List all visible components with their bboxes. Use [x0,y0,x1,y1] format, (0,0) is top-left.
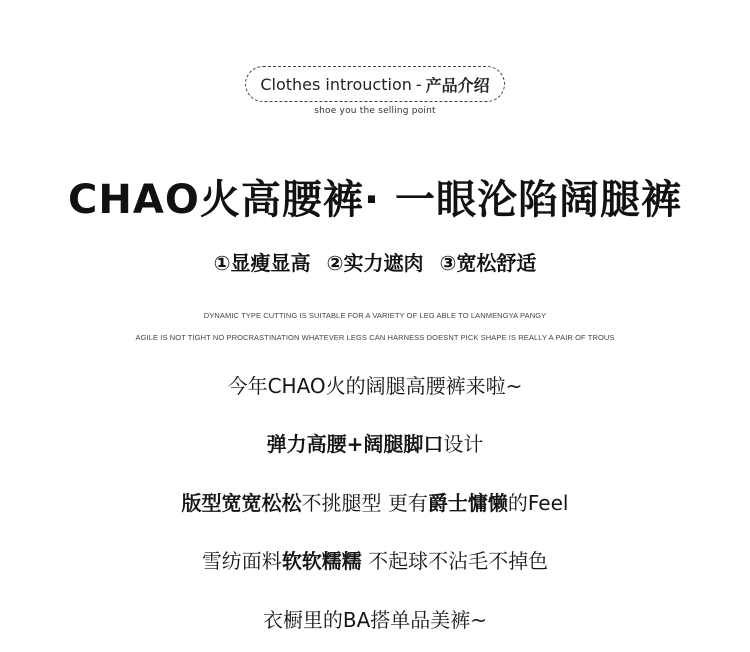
fineprint-line-2: AGILE IS NOT TIGHT NO PROCRASTINATION WHATEVER LEGS CAN HARNESS DOESNT PICK SHAPE IS REALLY A PAIR OF TROUS [135,333,615,342]
copy-line-1: 今年CHAO火的阔腿高腰裤来啦~ [227,374,523,398]
copy-line-2-highlight: 弹力高腰+阔腿脚口 [266,432,444,456]
copy-line-4-text: 雪纺面料 [201,549,282,573]
page-title: CHAO火高腰裤· 一眼沦陷阔腿裤 [68,177,682,223]
badge-english-label: Clothes introuction [260,74,412,94]
feature-item-comfort: ③宽松舒适 [439,251,537,275]
copy-line-3-highlight-1: 版型宽宽松松 [181,491,302,515]
feature-item-slimming: ①显瘦显高 [213,251,311,275]
tagline: shoe you the selling point [314,106,436,116]
feature-list [0,247,750,276]
section-header [0,66,750,102]
copy-line-4 [0,545,750,574]
copy-line-2-text: 设计 [443,432,484,456]
copy-line-3-highlight-2: 爵士慵懒 [427,491,508,515]
fineprint-line-1: DYNAMIC TYPE CUTTING IS SUITABLE FOR A VARIETY OF LEG ABLE TO LANMENGYA PANGY [203,311,547,320]
badge-chinese-label: 产品介绍 [425,75,490,95]
badge-separator: - [415,74,422,94]
copy-line-3-text: 不挑腿型 更有 [301,491,428,515]
copy-line-3 [0,487,750,516]
copy-line-3-suffix: 的Feel [507,491,569,515]
copy-line-4-highlight: 软软糯糯 [281,549,362,573]
feature-item-coverage: ②实力遮肉 [326,251,424,275]
copy-line-4-suffix: 不起球不沾毛不掉色 [361,549,549,573]
clothes-introduction-badge [245,66,504,102]
copy-line-2 [0,428,750,457]
copy-line-5: 衣橱里的BA搭单品美裤~ [262,608,488,632]
